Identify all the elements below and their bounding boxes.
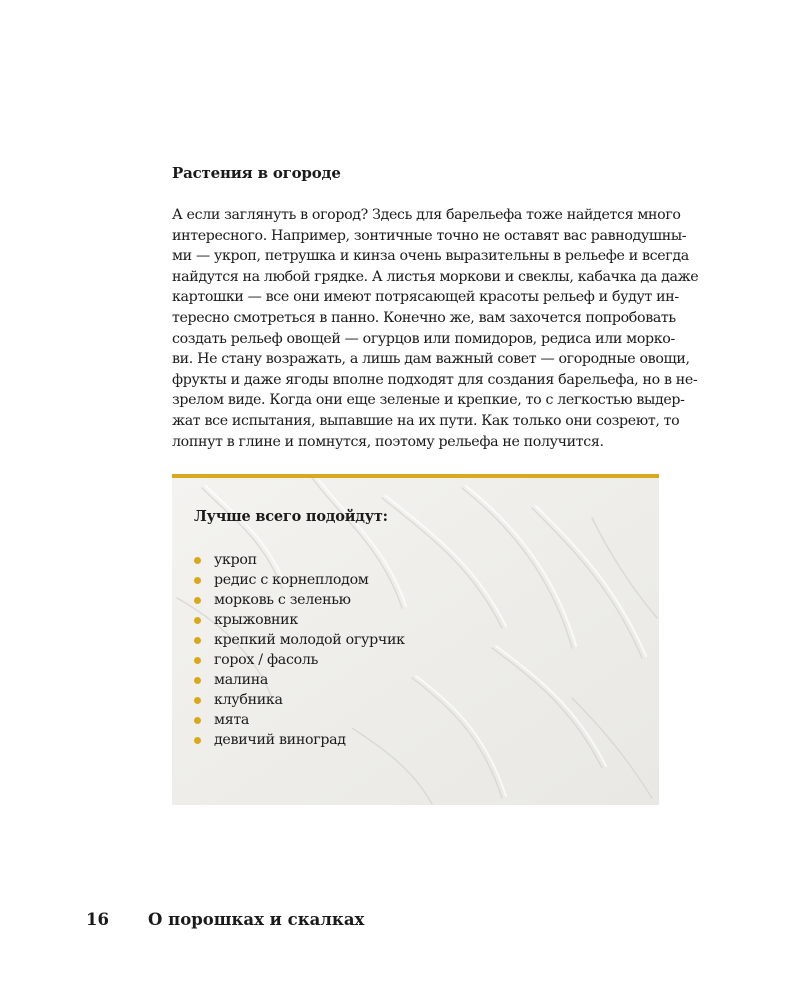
recommendation-box: [172, 474, 659, 805]
list-item: [194, 730, 405, 750]
bullet-icon: [194, 657, 201, 664]
paragraph-line: А если заглянуть в огород? Здесь для барельефа тоже найдется много: [172, 207, 681, 223]
bullet-icon: [194, 737, 201, 744]
list-item: [194, 590, 405, 610]
list-item-label: крыжовник: [214, 612, 298, 628]
paragraph-line: жат все испытания, выпавшие на их пути. Как только они созреют, то: [172, 412, 680, 429]
paragraph-line: тересно смотреться в панно. Конечно же, вам захочется попробовать: [172, 309, 676, 326]
paragraph-line: картошки — все они имеют потрясающей красоты рельеф и будут ин-: [172, 289, 679, 306]
list-item: [194, 710, 405, 730]
list-item-label: укроп: [214, 552, 257, 568]
list-item-label: редис с корнеплодом: [214, 572, 369, 588]
list-item-label: малина: [214, 672, 269, 688]
paragraph-line: найдутся на любой грядке. А листья моркови и свеклы, кабачка да даже: [172, 268, 699, 285]
plant-list: [194, 550, 405, 750]
bullet-icon: [194, 697, 201, 704]
bullet-icon: [194, 717, 201, 724]
list-item-label: девичий виноград: [214, 732, 346, 748]
list-item: [194, 630, 405, 650]
list-item-label: крепкий молодой огурчик: [214, 632, 405, 648]
bullet-icon: [194, 617, 201, 624]
list-item-label: мята: [214, 712, 250, 728]
body-paragraph: [172, 205, 699, 452]
bullet-icon: [194, 597, 201, 604]
paragraph-line: создать рельеф овощей — огурцов или помидоров, редиса или морко-: [172, 330, 675, 347]
list-item: [194, 570, 405, 590]
paragraph-line: фрукты и даже ягоды вполне подходят для создания барельефа, но в не-: [172, 371, 698, 388]
paragraph-line: ви. Не стану возражать, а лишь дам важный совет — огородные овощи,: [172, 351, 690, 368]
list-item-label: горох / фасоль: [214, 652, 318, 668]
list-item: [194, 670, 405, 690]
list-item-label: клубника: [214, 692, 283, 708]
bullet-icon: [194, 577, 201, 584]
section-title: Растения в огороде: [172, 164, 341, 182]
list-item-label: морковь с зеленью: [214, 592, 351, 608]
bullet-icon: [194, 677, 201, 684]
list-item: [194, 610, 405, 630]
bullet-icon: [194, 557, 201, 564]
bullet-icon: [194, 637, 201, 644]
paragraph-line: интересного. Например, зонтичные точно не оставят вас равнодушны-: [172, 227, 687, 244]
list-item: [194, 550, 405, 570]
paragraph-line: ми — укроп, петрушка и кинза очень выразительны в рельефе и всегда: [172, 248, 689, 265]
paragraph-line: зрелом виде. Когда они еще зеленые и крепкие, то с легкостью выдер-: [172, 392, 685, 409]
running-title: О порошках и скалках: [148, 910, 365, 929]
list-item: [194, 690, 405, 710]
list-item: [194, 650, 405, 670]
box-heading: Лучше всего подойдут:: [194, 508, 388, 525]
page-number: 16: [86, 910, 109, 929]
paragraph-line: лопнут в глине и помнутся, поэтому рельефа не получится.: [172, 433, 604, 450]
